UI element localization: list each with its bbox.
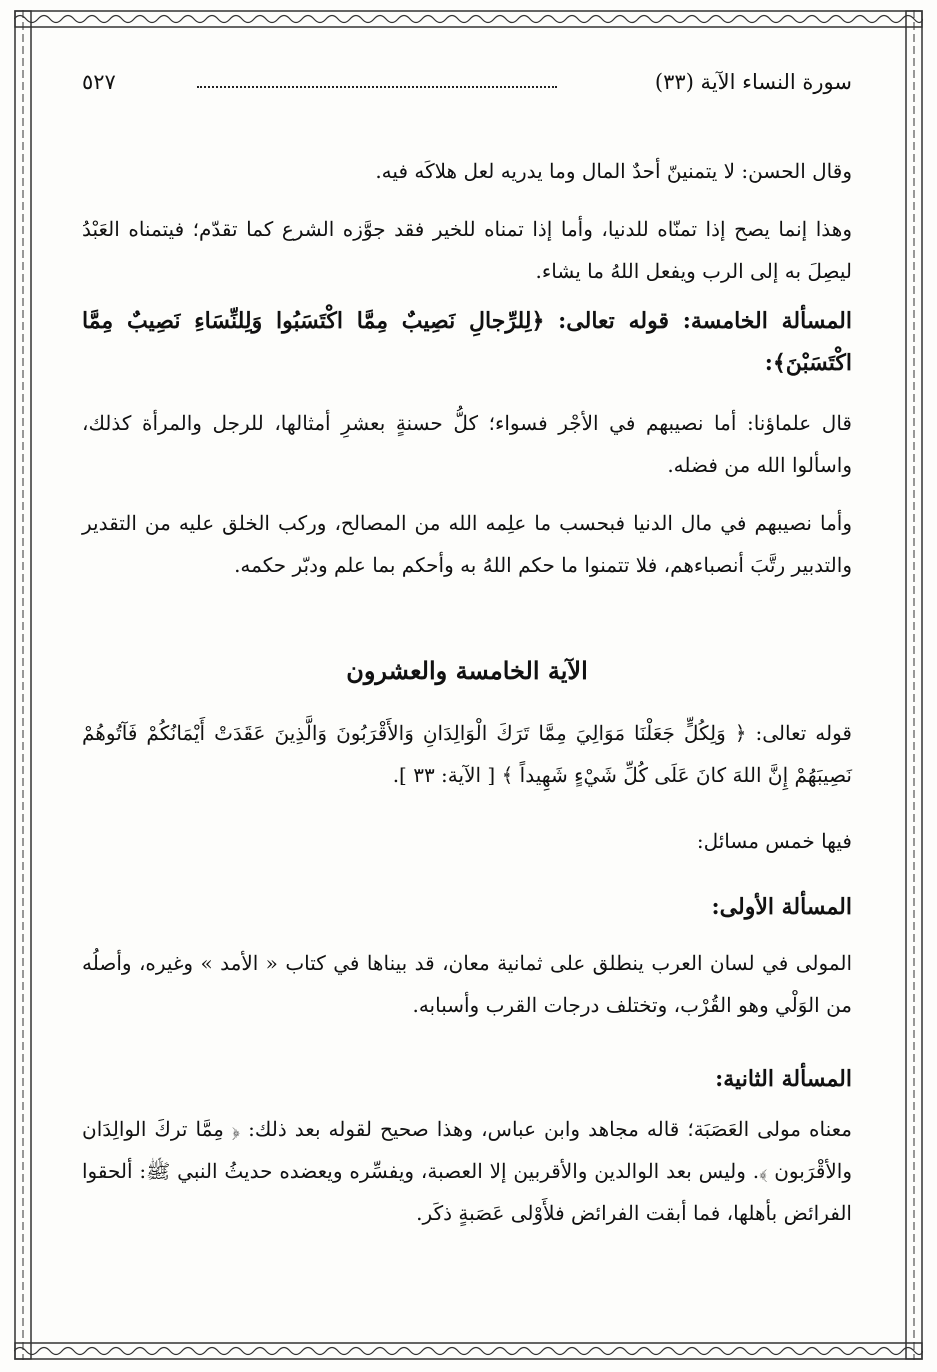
section-heading: المسألة الأولى: bbox=[711, 894, 852, 920]
masail-count-block bbox=[82, 820, 852, 862]
border-bottom-ornament bbox=[14, 1342, 923, 1360]
body-paragraph: المولى في لسان العرب ينطلق على ثمانية معان، قد بيناها في كتاب « الأمد » وغيره، وأصلُه من الوَلْي وهو القُرْب، وتختلف درجات القرب وأسبابه. bbox=[82, 951, 852, 1017]
body-paragraph: وقال الحسن: لا يتمنينّ أحدٌ المال وما يدريه لعل هلاكَه فيه. bbox=[375, 159, 852, 183]
running-title: سورة النساء الآية (٣٣) bbox=[654, 70, 852, 94]
border-right-ornament bbox=[905, 10, 923, 1360]
ayah-heading: الآية الخامسة والعشرون bbox=[346, 656, 588, 685]
body-paragraph: قال علماؤنا: أما نصيبهم في الأجْر فسواء؛ كلُّ حسنةٍ بعشرِ أمثالها، للرجل والمرأة كذلك، واسألوا الله من فضله. bbox=[82, 411, 852, 477]
paragraph-mawla bbox=[82, 942, 852, 1026]
paragraph-hasan bbox=[82, 150, 852, 192]
body-paragraph: معناه مولى العَصَبَة؛ قاله مجاهد وابن عباس، وهذا صحيح لقوله بعد ذلك: ﴿ مِمَّا تركَ الوالِدَان والأقْرَبون ﴾. وليس بعد الوالدين والأقربين إلا العصبة، ويفسِّره ويعضده حديثُ النبي ﷺ: ألحقوا الفرائض بأهلها، فما أبقت الفرائض فلأَوْلى عَصَبةٍ ذكَر. bbox=[82, 1117, 852, 1225]
leader-dots bbox=[197, 86, 557, 88]
masala-khamisa bbox=[82, 300, 852, 384]
body-paragraph: وأما نصيبهم في مال الدنيا فبحسب ما علِمه الله من المصالح، وركب الخلق عليه من التقدير والتدبير رتَّبَ أنصباءهم، فلا تتمنوا ما حكم اللهُ به وأحكم بما علم ودبّر حكمه. bbox=[82, 511, 852, 577]
border-top-ornament bbox=[14, 10, 923, 28]
ayah-quote-block bbox=[82, 712, 852, 796]
border-left-ornament bbox=[14, 10, 32, 1360]
paragraph-tamanni bbox=[82, 208, 852, 292]
paragraph-asaba bbox=[82, 1108, 852, 1234]
ayah-quote: قوله تعالى: ﴿ وَلِكُلٍّ جَعَلْنَا مَوَالِيَ مِمَّا تَرَكَ الْوَالِدَانِ وَالأَقْرَبُونَ وَالَّذِينَ عَقَدَتْ أَيْمَانُكُمْ فَآتُوهُمْ نَصِيبَهُمْ إِنَّ اللهَ كانَ عَلَى كُلِّ شَيْءٍ شَهِيداً ﴾ [ الآية: ٣٣ ]. bbox=[82, 721, 852, 787]
section-heading: المسألة الخامسة: قوله تعالى: ﴿لِلرِّجالِ نَصِيبٌ مِمَّا اكْتَسَبُوا وَلِلنِّسَاءِ نَصِيبٌ مِمَّا اكْتَسَبْنَ﴾: bbox=[82, 308, 853, 376]
masala-ula-heading-block bbox=[82, 886, 852, 928]
section-heading: المسألة الثانية: bbox=[715, 1066, 852, 1092]
body-paragraph: وهذا إنما يصح إذا تمنّاه للدنيا، وأما إذا تمناه للخير فقد جوَّزه الشرع كما تقدّم؛ فيتمناه العَبْدُ ليصِلَ به إلى الرب ويفعل اللهُ ما يشاء. bbox=[82, 217, 852, 283]
running-header bbox=[82, 70, 852, 100]
paragraph-ulamauna bbox=[82, 402, 852, 486]
ayah-heading-block bbox=[82, 650, 852, 692]
masail-count: فيها خمس مسائل: bbox=[696, 829, 852, 853]
paragraph-nasibuhum bbox=[82, 502, 852, 586]
page-number: ٥٢٧ bbox=[82, 70, 116, 94]
masala-thaniya-heading-block bbox=[82, 1058, 852, 1100]
